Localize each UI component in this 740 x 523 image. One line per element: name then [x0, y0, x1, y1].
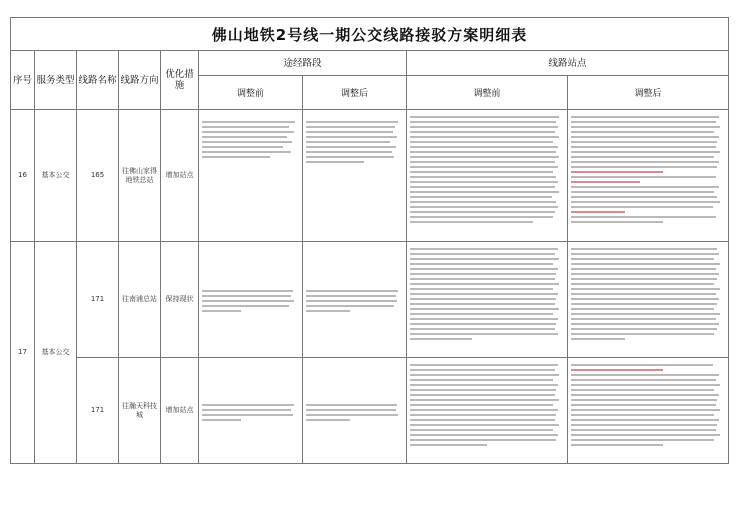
header-measure: 优化措施 — [161, 51, 199, 110]
cell-service-type: 基本公交 — [35, 110, 77, 242]
cell-service-type: 基本公交 — [35, 242, 77, 464]
cell-measure: 增加站点 — [161, 110, 199, 242]
header-route-name: 线路名称 — [77, 51, 119, 110]
cell-route: 165 — [77, 110, 119, 242]
header-stops-after: 调整后 — [568, 76, 729, 110]
header-service-type: 服务类型 — [35, 51, 77, 110]
cell-seq: 16 — [11, 110, 35, 242]
cell-measure: 保持现状 — [161, 242, 199, 358]
cell-stops-before — [407, 242, 568, 358]
header-seq: 序号 — [11, 51, 35, 110]
header-via-roads: 途经路段 — [199, 51, 407, 76]
table-row — [11, 110, 729, 242]
table-row — [11, 358, 729, 464]
header-stops-before: 调整前 — [407, 76, 568, 110]
header-roads-before: 调整前 — [199, 76, 303, 110]
cell-direction: 往瀚天科技城 — [119, 358, 161, 464]
cell-stops-after — [568, 358, 729, 464]
cell-roads-before — [199, 242, 303, 358]
cell-route: 171 — [77, 358, 119, 464]
cell-roads-after — [303, 242, 407, 358]
cell-stops-after — [568, 110, 729, 242]
cell-stops-before — [407, 110, 568, 242]
cell-roads-after — [303, 358, 407, 464]
table-row — [11, 242, 729, 358]
detail-sheet — [10, 17, 728, 460]
detail-table — [10, 17, 729, 464]
cell-roads-before — [199, 110, 303, 242]
header-stops: 线路站点 — [407, 51, 729, 76]
cell-route: 171 — [77, 242, 119, 358]
cell-seq: 17 — [11, 242, 35, 464]
cell-stops-after — [568, 242, 729, 358]
header-direction: 线路方向 — [119, 51, 161, 110]
cell-measure: 增加站点 — [161, 358, 199, 464]
cell-direction: 往南浦总站 — [119, 242, 161, 358]
cell-roads-before — [199, 358, 303, 464]
header-roads-after: 调整后 — [303, 76, 407, 110]
cell-roads-after — [303, 110, 407, 242]
cell-stops-before — [407, 358, 568, 464]
table-title: 佛山地铁2号线一期公交线路接驳方案明细表 — [11, 18, 729, 51]
cell-direction: 往佛山家得地铁总站 — [119, 110, 161, 242]
